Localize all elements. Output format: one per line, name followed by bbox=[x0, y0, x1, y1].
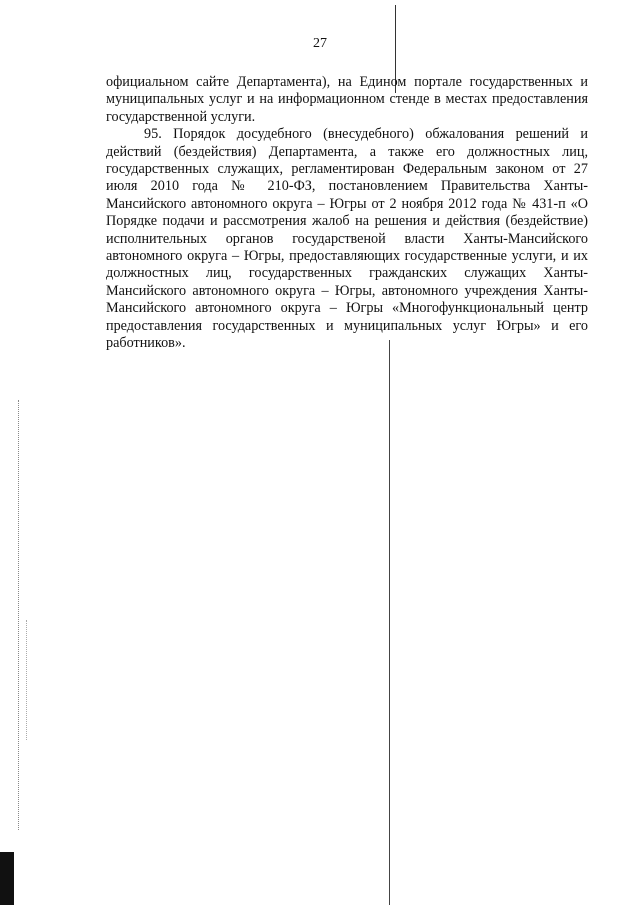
paragraph-item-95: 95. Порядок досудебного (внесудебного) обжалования решений и действий (бездействия) Департамента, а также его должностных лиц, государственных служащих, регламентирован Федеральным законом от 27 июля 2010 года № 210-ФЗ, постановлением Правительства Ханты-Мансийского автономного округа – Югры от 2 ноября 2012 года № 431-п «О Порядке подачи и рассмотрения жалоб на решения и действия (бездействие) исполнительных органов государственой власти Ханты-Мансийского автономного округа – Югры, предоставляющих государственные услуги, и их должностных лиц, государственных гражданских служащих Ханты-Мансийского автономного округа – Югры, автономного учреждения Ханты-Мансийского автономного округа – Югры «Многофункциональный центр предоставления государственных и муниципальных услуг Югры» и его работников». bbox=[106, 126, 588, 352]
scan-artifact-dots-secondary bbox=[26, 620, 28, 740]
scan-artifact-dots bbox=[18, 400, 20, 830]
scan-artifact-line-main bbox=[389, 340, 390, 905]
document-body bbox=[106, 74, 588, 353]
paragraph-continuation: официальном сайте Департамента), на Едином портале государственных и муниципальных услуг и на информационном стенде в местах предоставления государственной услуги. bbox=[106, 74, 588, 125]
scan-artifact-edge-mark bbox=[0, 852, 14, 905]
page-number: 27 bbox=[313, 36, 327, 51]
